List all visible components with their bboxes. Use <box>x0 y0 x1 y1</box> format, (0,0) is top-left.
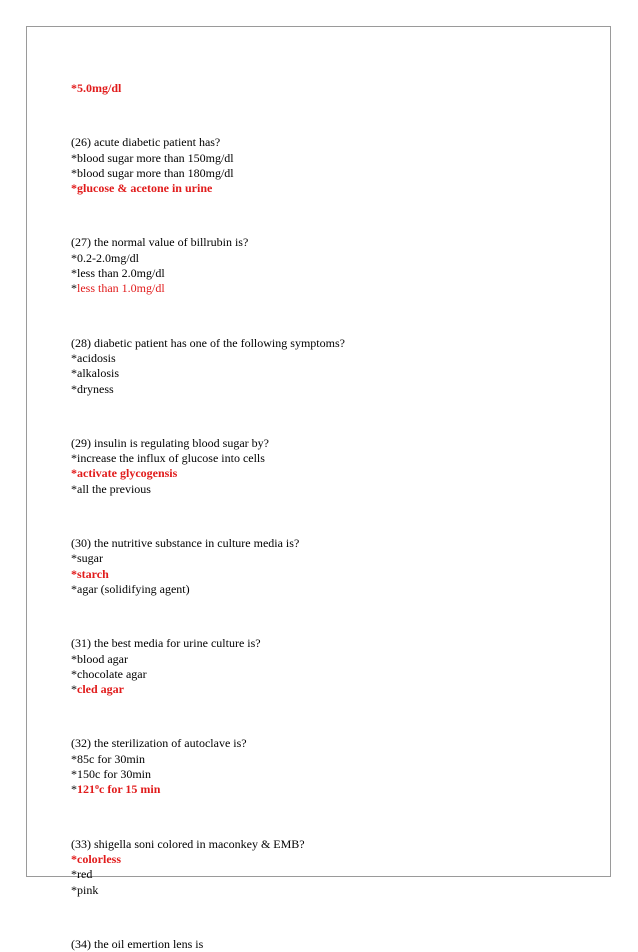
answer-text: less than 1.0mg/dl <box>77 281 165 296</box>
question-text: (31) the best media for urine culture is? <box>71 636 261 651</box>
question-block-26 <box>71 135 591 196</box>
question-block-28 <box>71 336 591 397</box>
answer-line <box>71 782 591 797</box>
option-text: *red <box>71 867 93 882</box>
option-text: *blood sugar more than 150mg/dl <box>71 150 234 165</box>
answer-prefix: * <box>71 281 77 296</box>
option-text: *85c for 30min <box>71 751 145 766</box>
question-text: (26) acute diabetic patient has? <box>71 135 221 150</box>
document-page <box>26 26 611 951</box>
question-block-32 <box>71 736 591 797</box>
answer-prefix: * <box>71 682 77 697</box>
option-text: *all the previous <box>71 481 151 496</box>
answer-prefix: * <box>71 782 77 797</box>
document-content <box>71 81 591 952</box>
answer-line <box>71 682 591 697</box>
option-text: *less than 2.0mg/dl <box>71 266 165 281</box>
previous-answer: *5.0mg/dl <box>71 81 122 95</box>
question-text: (28) diabetic patient has one of the following symptoms? <box>71 335 345 350</box>
answer-text <box>77 782 160 796</box>
answer-line <box>71 281 591 296</box>
question-text: (33) shigella soni colored in maconkey & EMB? <box>71 836 305 851</box>
question-block-34 <box>71 937 591 952</box>
answer-rest: c for 15 min <box>99 782 161 797</box>
question-text: (30) the nutritive substance in culture media is? <box>71 536 300 551</box>
question-block-29 <box>71 436 591 497</box>
option-text: *blood agar <box>71 651 128 666</box>
degree-superscript: o <box>95 782 99 792</box>
option-text: *150c for 30min <box>71 767 151 782</box>
answer-text: *colorless <box>71 851 121 866</box>
option-text: *alkalosis <box>71 366 119 381</box>
option-text: *blood sugar more than 180mg/dl <box>71 165 234 180</box>
option-text: *pink <box>71 882 99 897</box>
answer-text: cled agar <box>77 682 124 697</box>
option-text: *agar (solidifying agent) <box>71 581 190 596</box>
question-block-30 <box>71 536 591 597</box>
question-text: (34) the oil emertion lens is <box>71 936 204 951</box>
option-text: *increase the influx of glucose into cells <box>71 451 265 466</box>
option-text: *dryness <box>71 381 114 396</box>
option-text: *chocolate agar <box>71 666 147 681</box>
answer-number: 121 <box>77 782 95 797</box>
option-text: *0.2-2.0mg/dl <box>71 250 139 265</box>
question-text: (27) the normal value of billrubin is? <box>71 235 249 250</box>
answer-text: *activate glycogensis <box>71 466 178 481</box>
question-block-31 <box>71 636 591 697</box>
option-text: *acidosis <box>71 350 116 365</box>
question-text: (29) insulin is regulating blood sugar by? <box>71 435 269 450</box>
answer-text: *starch <box>71 566 109 581</box>
question-block-33 <box>71 837 591 898</box>
option-text: *sugar <box>71 551 103 566</box>
question-block-27 <box>71 235 591 296</box>
answer-text: *glucose & acetone in urine <box>71 181 213 196</box>
question-text: (32) the sterilization of autoclave is? <box>71 736 247 751</box>
